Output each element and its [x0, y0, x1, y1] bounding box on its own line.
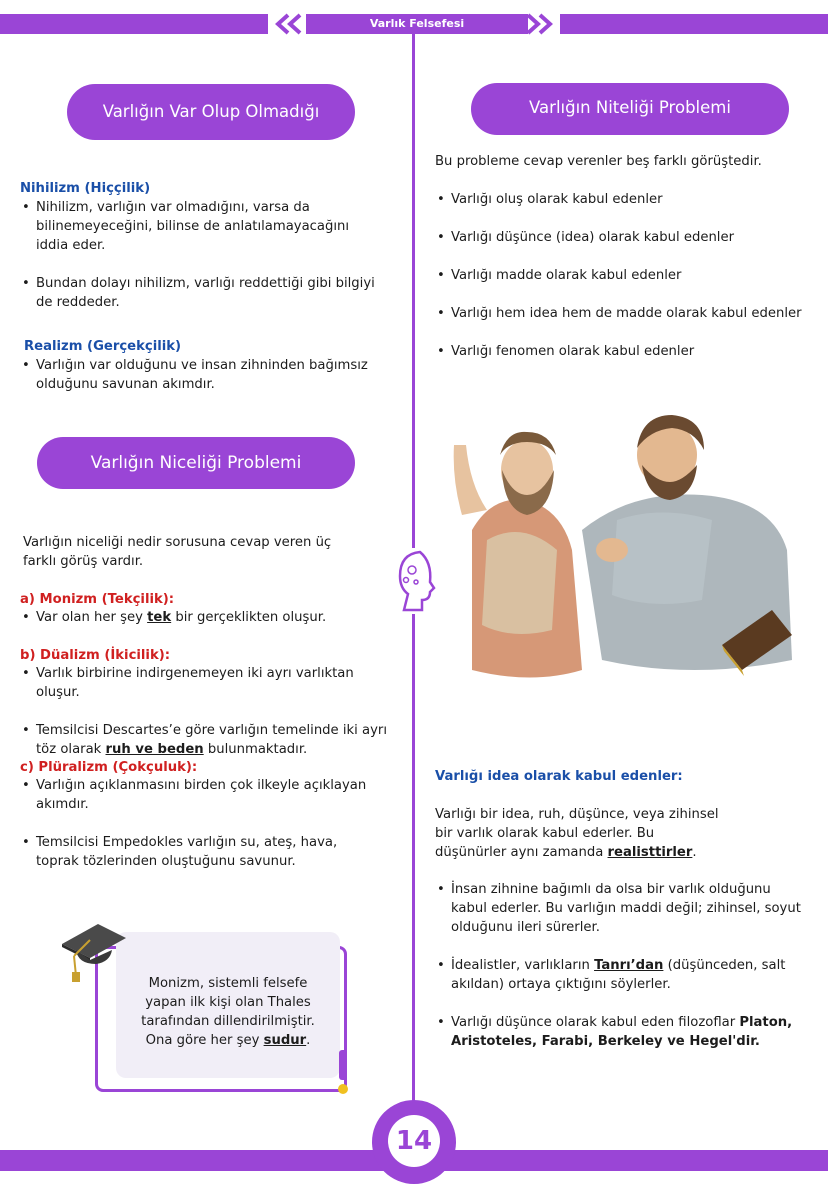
idea-heading: Varlığı idea olarak kabul edenler: — [435, 769, 683, 784]
pluralizm-heading: c) Plüralizm (Çokçuluk): — [20, 760, 198, 775]
views-list — [435, 190, 815, 361]
dualizm-heading: b) Düalizm (İkicilik): — [20, 648, 171, 663]
exclamation-icon — [336, 1050, 350, 1096]
philosophers-illustration — [432, 400, 824, 690]
list-item: • İnsan zihnine bağımlı da olsa bir varlık olduğunu kabul ederler. Bu varlığın maddi değil; zihinsel, soyut olduğunu ileri sürerler. — [435, 880, 805, 937]
chevron-left-icon — [268, 13, 308, 35]
note-box — [116, 932, 340, 1078]
note-text: Monizm, sistemli felsefe yapan ilk kişi olan Thales tarafından dillendirilmiştir. Ona göre her şey sudur. — [141, 976, 315, 1048]
list-item: • Varlığın açıklanmasını birden çok ilkeyle açıklayan akımdır. — [20, 776, 380, 814]
quality-intro: Bu probleme cevap verenler beş farklı görüştedir. — [435, 154, 762, 169]
list-item: • Varlığı düşünce olarak kabul eden filozoflar Platon, Aristoteles, Farabi, Berkeley ve Hegel'dir. — [435, 1013, 805, 1051]
header-title: Varlık Felsefesi — [306, 14, 528, 34]
idea-intro: Varlığı bir idea, ruh, düşünce, veya zihinsel bir varlık olarak kabul ederler. Bu düşünürler aynı zamanda realisttirler. — [435, 807, 719, 860]
list-item: • Varlık birbirine indirgenemeyen iki ayrı varlıktan oluşur. — [20, 664, 395, 702]
realizm-heading: Realizm (Gerçekçilik) — [24, 339, 182, 354]
list-item: • Varlığı fenomen olarak kabul edenler — [435, 342, 815, 361]
pill-quantity-problem: Varlığın Niceliği Problemi — [37, 437, 355, 489]
nihilizm-list — [20, 198, 380, 312]
graduation-cap-icon — [60, 918, 130, 984]
list-item: • Bundan dolayı nihilizm, varlığı reddettiği gibi bilgiyi de reddeder. — [20, 274, 380, 312]
list-item: • Nihilizm, varlığın var olmadığını, varsa da bilinemeyeceğini, bilinse de anlatılamayacağını iddia eder. — [20, 198, 380, 255]
page-number: 14 — [388, 1115, 440, 1167]
idea-list — [435, 880, 805, 1051]
list-item: • Varlığı madde olarak kabul edenler — [435, 266, 815, 285]
list-item: • Var olan her şey tek bir gerçeklikten oluşur. — [20, 608, 390, 627]
dualizm-list — [20, 664, 395, 759]
list-item: • Varlığı hem idea hem de madde olarak kabul edenler — [435, 304, 815, 323]
quantity-intro: Varlığın niceliği nedir sorusuna cevap veren üç farklı görüş vardır. — [23, 535, 332, 569]
head-profile-icon — [392, 548, 436, 614]
pill-quality-problem: Varlığın Niteliği Problemi — [471, 83, 789, 135]
list-item: • Varlığı düşünce (idea) olarak kabul edenler — [435, 228, 815, 247]
list-item: • İdealistler, varlıkların Tanrı’dan (düşünceden, salt akıldan) ortaya çıktığını söylerler. — [435, 956, 805, 994]
list-item: • Varlığı oluş olarak kabul edenler — [435, 190, 815, 209]
nihilizm-heading: Nihilizm (Hiççilik) — [20, 181, 151, 196]
monizm-heading: a) Monizm (Tekçilik): — [20, 592, 175, 607]
list-item: • Varlığın var olduğunu ve insan zihninden bağımsız olduğunu savunan akımdır. — [20, 356, 370, 394]
list-item: • Temsilcisi Empedokles varlığın su, ateş, hava, toprak tözlerinden oluştuğunu savunur. — [20, 833, 380, 871]
list-item: • Temsilcisi Descartes’e göre varlığın temelinde iki ayrı töz olarak ruh ve beden bulunmaktadır. — [20, 721, 395, 759]
realizm-list — [20, 356, 370, 394]
pluralizm-list — [20, 776, 380, 871]
monizm-list — [20, 608, 390, 627]
pill-existence-problem: Varlığın Var Olup Olmadığı Problemi — [67, 84, 355, 140]
